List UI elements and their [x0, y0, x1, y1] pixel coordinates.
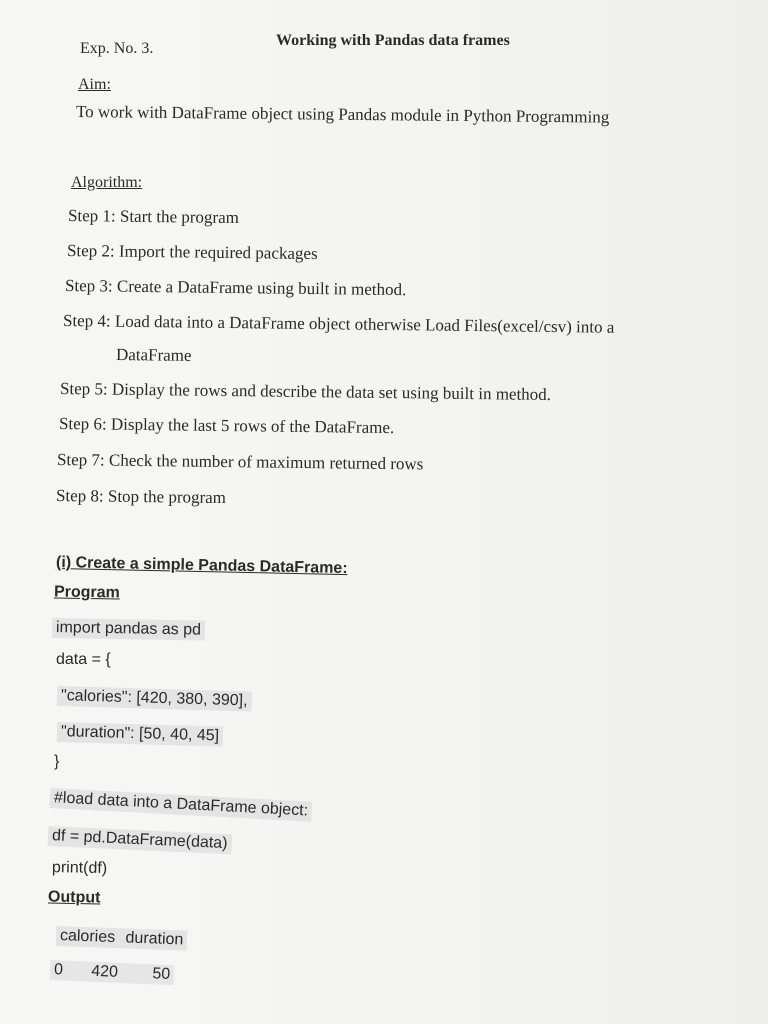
algorithm-step-7: Step 7: Check the number of maximum returned rows [56, 450, 424, 474]
output-row [50, 960, 175, 985]
output-row-duration: 50 [152, 965, 171, 984]
output-header [56, 926, 188, 951]
code-line-8: print(df) [51, 859, 108, 878]
output-row-index: 0 [53, 961, 64, 979]
program-label: Program [53, 583, 120, 602]
code-line-3: "calories": [420, 380, 390], [57, 686, 252, 711]
experiment-number: Exp. No. 3. [80, 40, 154, 57]
section-heading: (i) Create a simple Pandas DataFrame: [55, 554, 348, 578]
code-line-7: df = pd.DataFrame(data) [48, 826, 232, 854]
algorithm-step-5: Step 5: Display the rows and describe the data set using built in method. [59, 379, 552, 404]
algorithm-step-8: Step 8: Stop the program [55, 486, 227, 508]
algorithm-step-1: Step 1: Start the program [67, 206, 240, 228]
algorithm-label: Algorithm: [71, 174, 143, 191]
algorithm-step-4-continued: DataFrame [115, 345, 192, 365]
code-line-1: import pandas as pd [52, 618, 205, 641]
code-comment: #load data into a DataFrame object: [49, 788, 312, 822]
output-header-duration: duration [125, 929, 184, 949]
algorithm-step-2: Step 2: Import the required packages [66, 241, 318, 264]
output-header-calories: calories [59, 927, 116, 947]
output-row-calories: 420 [90, 962, 119, 981]
code-line-5: } [54, 753, 60, 770]
page-title: Working with Pandas data frames [276, 32, 510, 49]
algorithm-step-4: Step 4: Load data into a DataFrame object otherwise Load Files(excel/csv) into a [62, 311, 615, 337]
code-line-4: "duration": [50, 40, 45] [57, 722, 224, 747]
algorithm-step-3: Step 3: Create a DataFrame using built in method. [64, 276, 407, 300]
aim-text: To work with DataFrame object using Pandas module in Python Programming [75, 102, 610, 127]
algorithm-step-6: Step 6: Display the last 5 rows of the DataFrame. [58, 414, 395, 438]
output-label: Output [47, 888, 101, 907]
aim-label: Aim: [78, 76, 111, 93]
code-line-2: data = { [56, 651, 111, 668]
